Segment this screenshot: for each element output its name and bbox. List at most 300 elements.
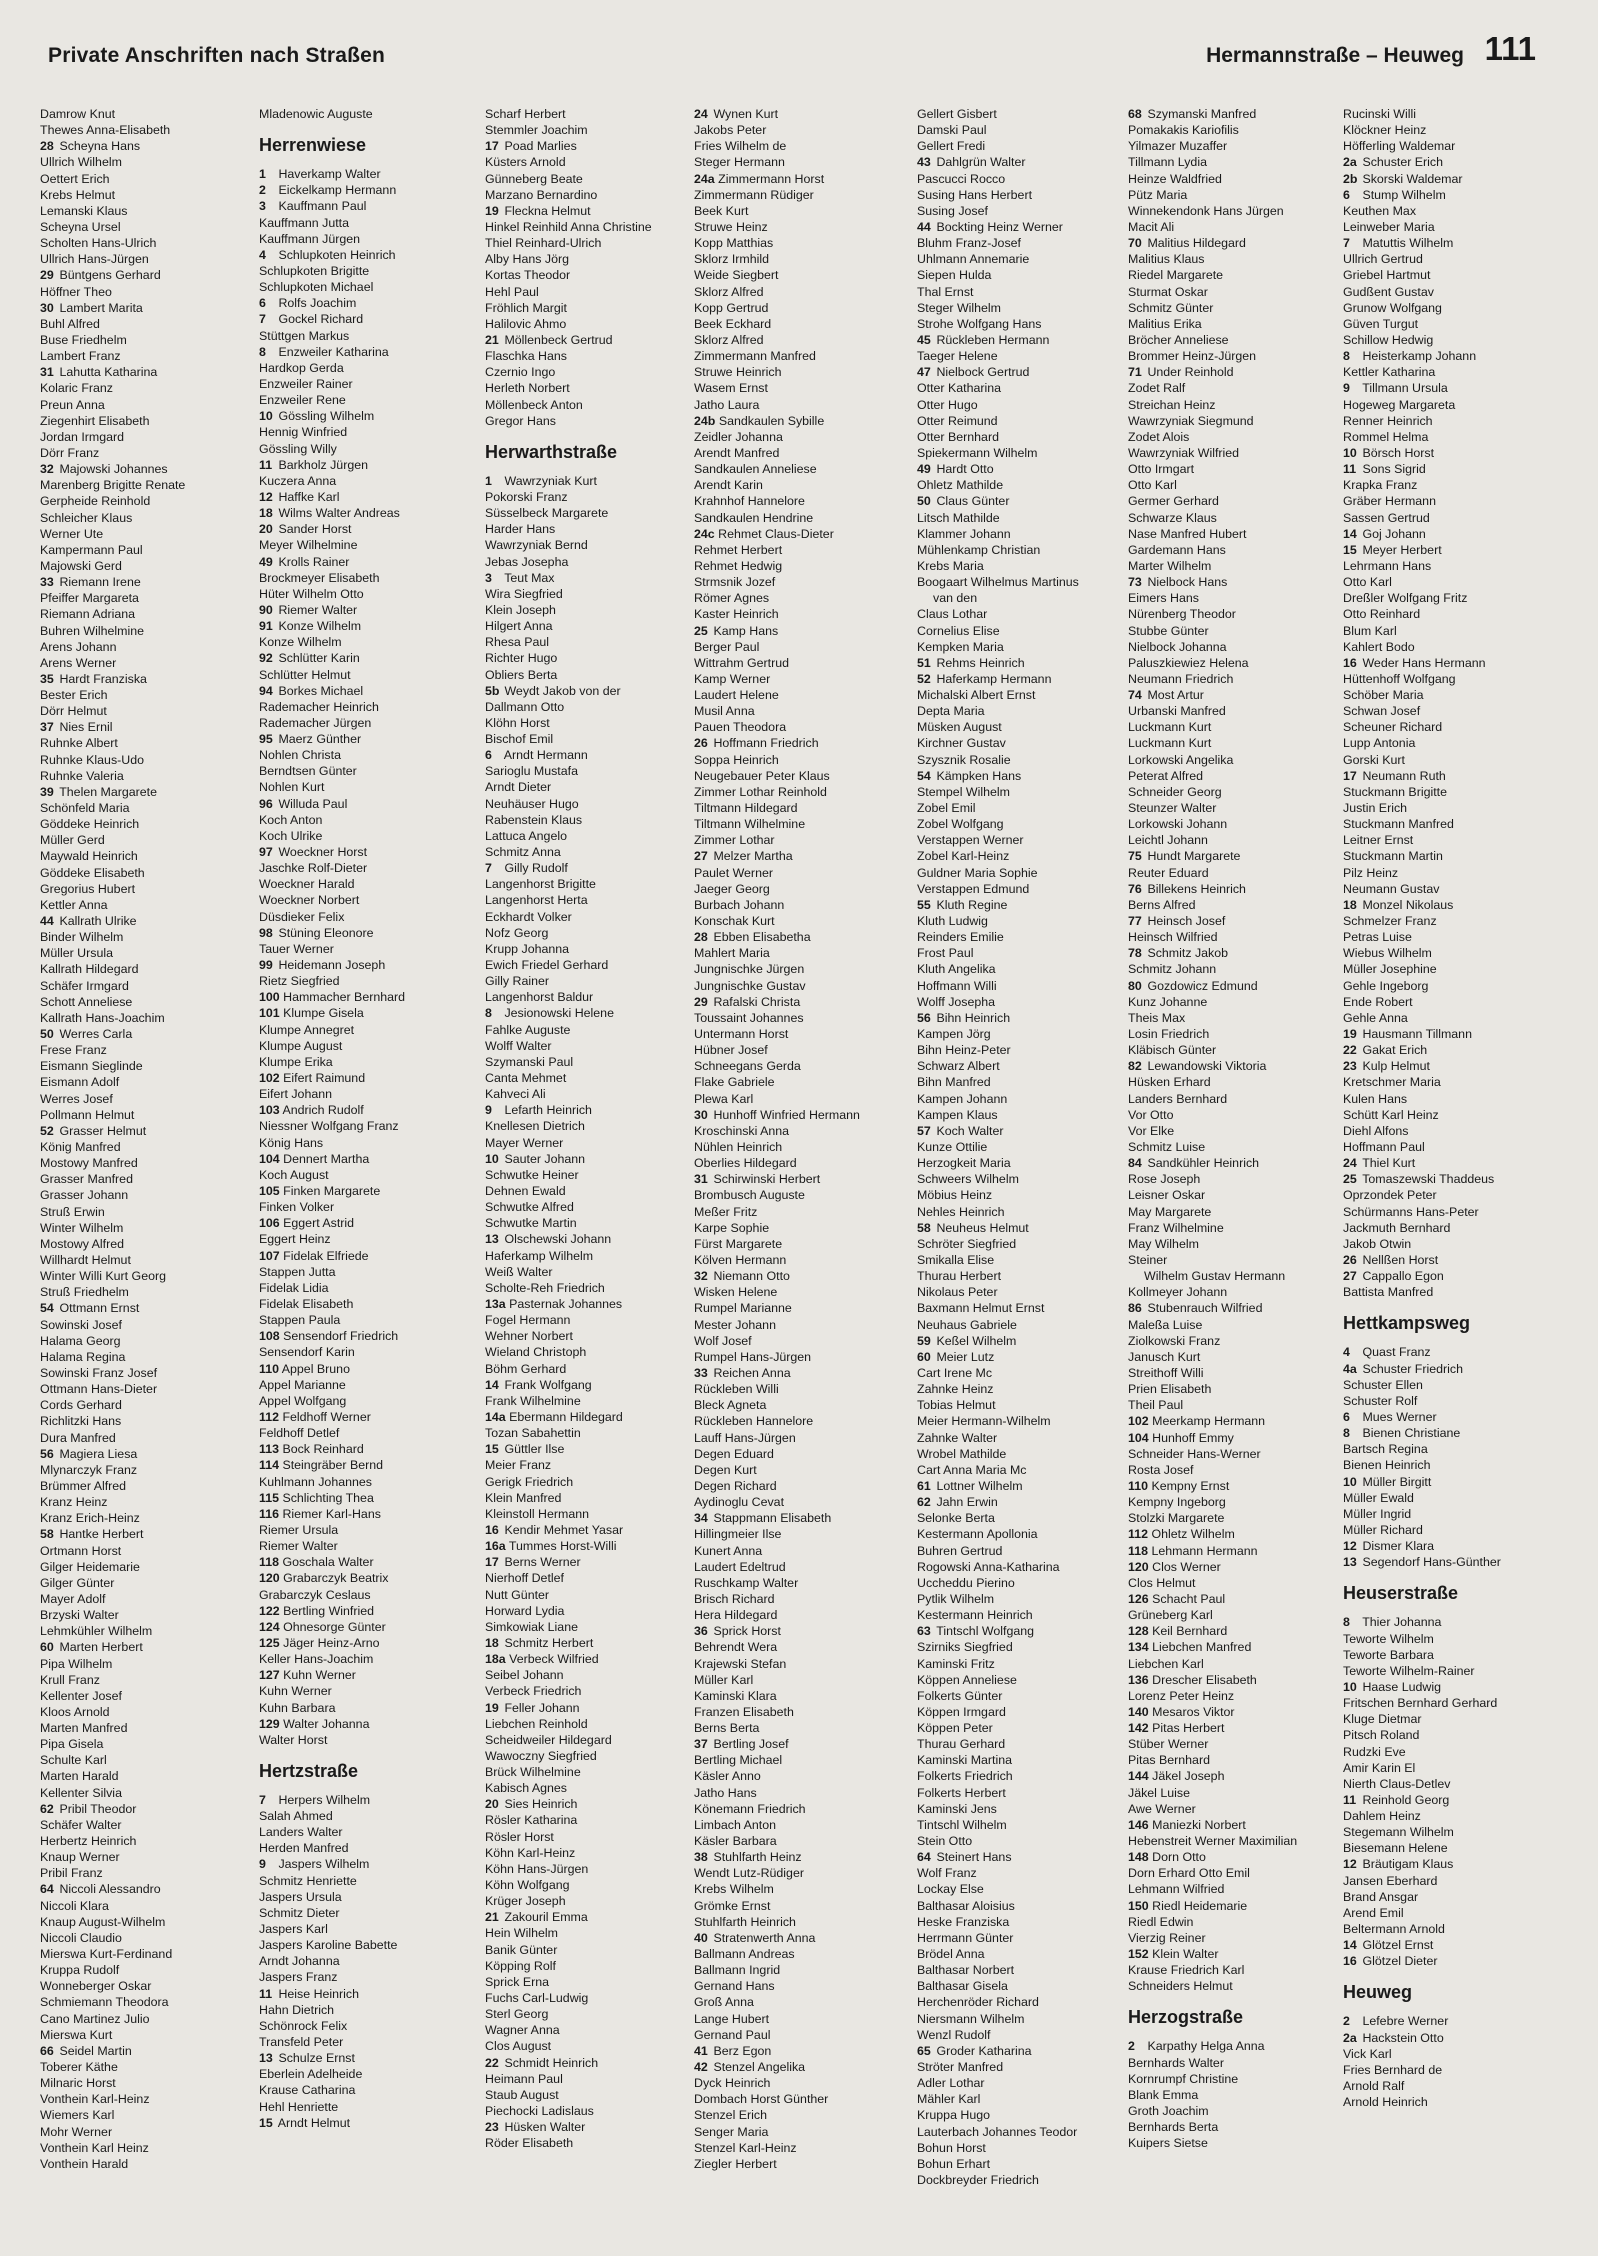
resident-entry [259,2082,474,2098]
house-number: 19 [485,1700,499,1715]
resident-name: Gardemann Hans [1128,542,1226,557]
resident-name: Kauffmann Paul [278,199,367,214]
resident-entry [485,973,700,989]
resident-entry [40,703,255,719]
resident-name: Gerigk Friedrich [485,1474,574,1489]
resident-name: Eberlein Adelheide [259,2067,363,2082]
resident-entry [485,235,700,251]
resident-name: Wawrzyniak Wilfried [1128,445,1240,460]
resident-name: Nierhoff Detlef [485,1571,564,1586]
resident-entry [40,187,255,203]
resident-entry [1343,461,1558,477]
resident-name: Peterat Alfred [1128,768,1204,783]
resident-entry [917,1494,1132,1510]
resident-entry [485,941,700,957]
house-number: 20 [485,1797,499,1812]
resident-name: Siepen Hulda [917,268,992,283]
resident-name: Pribil Franz [40,1866,103,1881]
resident-entry [485,1619,700,1635]
resident-name: Haffke Karl [278,489,340,504]
resident-entry [40,1833,255,1849]
resident-name: Paluszkiewiez Helena [1128,655,1249,670]
resident-name: Dombach Horst Günther [694,2092,829,2107]
resident-entry [485,763,700,779]
resident-entry [1343,639,1558,655]
resident-entry [485,1199,700,1215]
resident-entry [694,590,909,606]
resident-entry [485,171,700,187]
resident-name: Stubenrauch Wilfried [1147,1301,1263,1316]
resident-name: Feldhoff Detlef [259,1426,340,1441]
resident-name: Tiltmann Wilhelmine [694,817,806,832]
resident-entry [694,106,909,122]
resident-entry [259,231,474,247]
resident-name: Kellenter Silvia [40,1785,122,1800]
house-number: 78 [1128,946,1142,961]
resident-entry [485,364,700,380]
resident-entry [259,1280,474,1296]
resident-name: Pascucci Rocco [917,171,1006,186]
house-number: 14 [1343,526,1357,541]
resident-entry [1128,1833,1343,1849]
resident-entry [485,1603,700,1619]
resident-name: Aydinoglu Cevat [694,1495,785,1510]
resident-name: Eggert Heinz [259,1232,331,1247]
house-number: 84 [1128,1156,1142,1171]
resident-entry [1343,784,1558,800]
house-number: 24 [1343,1156,1357,1171]
resident-name: Kamp Werner [694,671,771,686]
resident-name: Halama Regina [40,1349,126,1364]
resident-name: Hardt Otto [936,462,994,477]
resident-name: Kruppa Hugo [917,2108,991,2123]
house-number: 8 [485,1006,492,1021]
house-number: 33 [40,575,54,590]
house-number: 64 [40,1882,54,1897]
resident-name: Zodet Alois [1128,429,1190,444]
resident-entry [40,251,255,267]
resident-entry [259,2115,474,2131]
house-number: 70 [1128,236,1142,251]
resident-name: Clos Helmut [1128,1575,1196,1590]
resident-name: Keuthen Max [1343,203,1417,218]
resident-entry [694,1430,909,1446]
resident-entry [1128,397,1343,413]
resident-entry [485,1361,700,1377]
resident-entry [485,1296,700,1312]
resident-entry [485,1393,700,1409]
house-number: 2a [1343,155,1357,170]
resident-entry [1343,1744,1558,1760]
resident-name: Groth Joachim [1128,2104,1209,2119]
resident-entry [694,655,909,671]
house-number: 7 [259,1792,266,1807]
house-number: 124 [259,1619,280,1634]
resident-entry [40,1978,255,1994]
resident-name: Preun Anna [40,397,105,412]
resident-entry [259,667,474,683]
resident-entry [40,1898,255,1914]
resident-entry [1128,961,1343,977]
resident-name: Reinhold Georg [1362,1792,1450,1807]
resident-entry [40,284,255,300]
resident-name: Schäfer Irmgard [40,978,129,993]
resident-entry [259,892,474,908]
resident-entry [1343,2013,1558,2029]
resident-name: Flake Gabriele [694,1075,775,1090]
resident-name: Grunow Wolfgang [1343,300,1442,315]
resident-entry [917,1962,1132,1978]
resident-entry [485,1683,700,1699]
resident-name: Mayer Adolf [40,1591,106,1606]
resident-name: Klöckner Heinz [1343,123,1427,138]
resident-entry [917,1946,1132,1962]
resident-entry [485,2087,700,2103]
resident-entry [40,558,255,574]
resident-name: Struß Erwin [40,1204,105,1219]
resident-name: Seidel Martin [59,2043,132,2058]
resident-name: Sarioglu Mustafa [485,764,578,779]
resident-entry [917,1204,1132,1220]
resident-entry [259,1856,474,1872]
resident-name: Gerpheide Reinhold [40,494,151,509]
resident-entry [694,639,909,655]
resident-name: Schmitz Henriette [259,1873,357,1888]
resident-entry [694,961,909,977]
resident-entry [40,1543,255,1559]
resident-entry [40,1559,255,1575]
resident-entry [694,1768,909,1784]
resident-name: Zobel Emil [917,801,976,816]
resident-entry [1343,623,1558,639]
resident-name: Sandkaulen Anneliese [694,462,817,477]
resident-entry [40,655,255,671]
resident-entry [917,510,1132,526]
house-number: 13 [259,2051,273,2066]
resident-entry [1343,1522,1558,1538]
resident-name: Borkes Michael [278,683,364,698]
house-number: 56 [917,1010,931,1025]
resident-name: Eimers Hans [1128,591,1199,606]
resident-entry [1343,671,1558,687]
resident-entry [485,1377,700,1393]
resident-entry [40,380,255,396]
resident-entry [485,1344,700,1360]
resident-entry [259,360,474,376]
resident-entry [917,187,1132,203]
resident-entry [485,925,700,941]
resident-entry [1128,1575,1343,1591]
house-number: 19 [1343,1027,1357,1042]
resident-entry [485,1474,700,1490]
resident-name: Eismann Sieglinde [40,1059,143,1074]
resident-name: Buhren Gertrud [917,1543,1003,1558]
resident-entry [1343,1377,1558,1393]
resident-entry [694,1930,909,1946]
resident-name: Hahn Dietrich [259,2002,335,2017]
resident-name: Fries Bernhard de [1343,2062,1443,2077]
resident-entry [485,1958,700,1974]
resident-name: Dahlgrün Walter [936,155,1026,170]
resident-entry [1128,1510,1343,1526]
resident-entry [917,994,1132,1010]
resident-name: Pitas Herbert [1152,1721,1225,1736]
resident-entry [485,1587,700,1603]
resident-name: Awe Werner [1128,1801,1196,1816]
resident-name: Folkerts Günter [917,1688,1003,1703]
resident-name: Schlupkoten Michael [259,280,374,295]
resident-name: Karpathy Helga Anna [1147,2039,1265,2054]
resident-name: Zobel Wolfgang [917,817,1004,832]
resident-name: Kornrumpf Christine [1128,2071,1239,2086]
resident-name: Pytlik Wilhelm [917,1591,995,1606]
column-3 [485,106,700,2151]
resident-entry [40,1591,255,1607]
resident-entry [259,2050,474,2066]
house-number: 114 [259,1458,279,1473]
resident-name: Niersmann Wilhelm [917,2011,1025,2026]
resident-name: Jatho Laura [694,397,760,412]
resident-entry [485,586,700,602]
house-number: 73 [1128,575,1142,590]
resident-name: Hackstein Otto [1362,2030,1444,2045]
resident-name: Grüneberg Karl [1128,1608,1213,1623]
resident-name: Damski Paul [917,123,987,138]
resident-entry [40,590,255,606]
resident-name: Hübner Josef [694,1043,768,1058]
resident-entry [40,510,255,526]
house-number: 32 [694,1269,708,1284]
resident-entry [917,784,1132,800]
house-number: 23 [1343,1059,1357,1074]
resident-entry [694,542,909,558]
resident-name: Kaminski Fritz [917,1656,995,1671]
resident-entry [40,1074,255,1090]
resident-name: Lorkowski Johann [1128,817,1228,832]
house-number: 51 [917,655,931,670]
resident-entry [1343,865,1558,881]
resident-entry [1343,1953,1558,1969]
resident-name: Sons Sigrid [1362,462,1426,477]
resident-name: Stuhlfarth Heinz [713,1850,802,1865]
resident-name: Steger Wilhelm [917,300,1002,315]
resident-name: Ströter Manfred [917,2060,1004,2075]
resident-entry [40,1962,255,1978]
resident-entry [259,2002,474,2018]
resident-entry [917,606,1132,622]
house-number: 142 [1128,1721,1149,1736]
resident-name: Andrich Rudolf [282,1103,364,1118]
resident-name: Schröter Siegfried [917,1236,1017,1251]
resident-entry [694,1204,909,1220]
resident-name: Gössling Willy [259,441,337,456]
resident-name: Gorski Kurt [1343,752,1405,767]
resident-entry [1128,784,1343,800]
resident-entry [694,493,909,509]
resident-entry [1343,1695,1558,1711]
resident-name: Konschak Kurt [694,914,775,929]
resident-name: Marzano Bernardino [485,187,598,202]
resident-entry [1343,397,1558,413]
resident-name: Willhardt Helmut [40,1252,131,1267]
resident-name: Düsdieker Felix [259,909,345,924]
resident-name: Bleck Agneta [694,1398,767,1413]
resident-name: Struwe Heinrich [694,365,782,380]
resident-name: Stenzel Karl-Heinz [694,2140,797,2155]
column-2 [259,106,474,2131]
resident-name: Ballmann Andreas [694,1947,795,1962]
resident-name: Lambert Marita [59,300,143,315]
resident-name: Lorenz Peter Heinz [1128,1688,1235,1703]
resident-name: Güttler Ilse [504,1442,565,1457]
resident-name: Köppen Peter [917,1721,993,1736]
resident-entry [917,1187,1132,1203]
resident-entry [40,1510,255,1526]
resident-entry [694,1123,909,1139]
resident-entry [40,816,255,832]
resident-entry [1343,1139,1558,1155]
resident-entry [694,348,909,364]
resident-entry [259,215,474,231]
resident-name: Gellert Fredi [917,139,986,154]
address-columns [40,106,1570,2246]
resident-entry [917,380,1132,396]
resident-entry [259,1457,474,1473]
resident-name: Grasser Manfred [40,1172,133,1187]
resident-entry [1128,1058,1343,1074]
resident-entry [1128,1365,1343,1381]
resident-entry [40,2107,255,2123]
resident-entry [1128,606,1343,622]
resident-name: Arnold Heinrich [1343,2095,1428,2110]
resident-name: Kellenter Josef [40,1688,122,1703]
house-number: 16a [485,1539,506,1554]
resident-name: Klumpe August [259,1038,343,1053]
resident-name: Kettler Anna [40,897,108,912]
resident-entry [1343,154,1558,170]
resident-name: Hardt Franziska [59,671,147,686]
house-number: 24b [694,413,716,428]
resident-entry [917,1058,1132,1074]
resident-name: Pokorski Franz [485,489,568,504]
resident-entry [259,1732,474,1748]
resident-entry [694,203,909,219]
resident-entry [694,1994,909,2010]
resident-entry [485,1441,700,1457]
resident-entry [694,800,909,816]
resident-entry [259,295,474,311]
resident-entry [1128,1397,1343,1413]
resident-entry [1128,2135,1343,2151]
resident-name: Schlichting Thea [282,1490,374,1505]
resident-name: Pilz Heinz [1343,865,1399,880]
resident-entry [40,2027,255,2043]
house-number: 101 [259,1006,280,1021]
resident-entry [259,1921,474,1937]
resident-entry [1343,493,1558,509]
resident-name: Walter Horst [259,1732,328,1747]
resident-entry [917,671,1132,687]
resident-name: Kampen Jörg [917,1027,991,1042]
resident-entry [40,2059,255,2075]
resident-name: Battista Manfred [1343,1285,1434,1300]
resident-name: Bienen Christiane [1362,1426,1461,1441]
resident-entry [259,311,474,327]
resident-name: Langenhorst Brigitte [485,877,596,892]
resident-entry [485,731,700,747]
house-number: 11 [1343,462,1357,477]
resident-entry [1128,2038,1343,2054]
resident-name: Gilger Heidemarie [40,1559,140,1574]
resident-name: Buhl Alfred [40,316,100,331]
resident-name: Koch August [259,1167,329,1182]
resident-entry [485,715,700,731]
resident-entry [917,1559,1132,1575]
resident-name: Herden Manfred [259,1841,349,1856]
resident-entry [917,1656,1132,1672]
resident-name: Glötzel Ernst [1362,1938,1434,1953]
resident-entry [259,909,474,925]
resident-entry [40,526,255,542]
resident-entry [40,1672,255,1688]
resident-entry [1128,477,1343,493]
house-number: 97 [259,845,273,860]
resident-name: Stappen Paula [259,1313,341,1328]
resident-entry [1128,1155,1343,1171]
resident-entry [917,2059,1132,2075]
resident-name: Krolls Rainer [278,554,350,569]
house-number: 96 [259,796,273,811]
resident-name: Beltermann Arnold [1343,1922,1445,1937]
resident-entry [1343,800,1558,816]
resident-name: Jungnischke Gustav [694,978,806,993]
resident-name: Bartsch Regina [1343,1442,1428,1457]
resident-entry [917,1268,1132,1284]
resident-name: Magiera Liesa [59,1446,138,1461]
resident-entry [917,122,1132,138]
resident-entry [485,348,700,364]
resident-entry [40,1042,255,1058]
resident-entry [40,961,255,977]
resident-entry [40,1430,255,1446]
resident-entry [694,461,909,477]
resident-entry [485,957,700,973]
house-number: 94 [259,683,273,698]
resident-name: Hunhoff Emmy [1152,1430,1234,1445]
resident-entry [485,683,700,699]
resident-name: Maywald Heinrich [40,849,138,864]
resident-entry [1128,1801,1343,1817]
resident-name: Kaminski Klara [694,1688,777,1703]
resident-name: Kranz Erich-Heinz [40,1511,140,1526]
resident-name: Kläbisch Günter [1128,1043,1217,1058]
resident-name: Musil Anna [694,704,755,719]
house-number: 107 [259,1248,280,1263]
house-number: 63 [917,1624,931,1639]
street-heading: Heuserstraße [1343,1583,1459,1604]
resident-name: Thiel Reinhard-Ulrich [485,236,602,251]
resident-entry [694,752,909,768]
resident-entry [40,1849,255,1865]
resident-name: Gregorius Hubert [40,881,136,896]
resident-name: Ebben Elisabetha [713,930,811,945]
resident-name: Börsch Horst [1362,445,1435,460]
resident-entry [1128,590,1343,606]
resident-entry [485,2038,700,2054]
resident-entry [40,719,255,735]
resident-entry [259,247,474,263]
resident-entry [694,719,909,735]
